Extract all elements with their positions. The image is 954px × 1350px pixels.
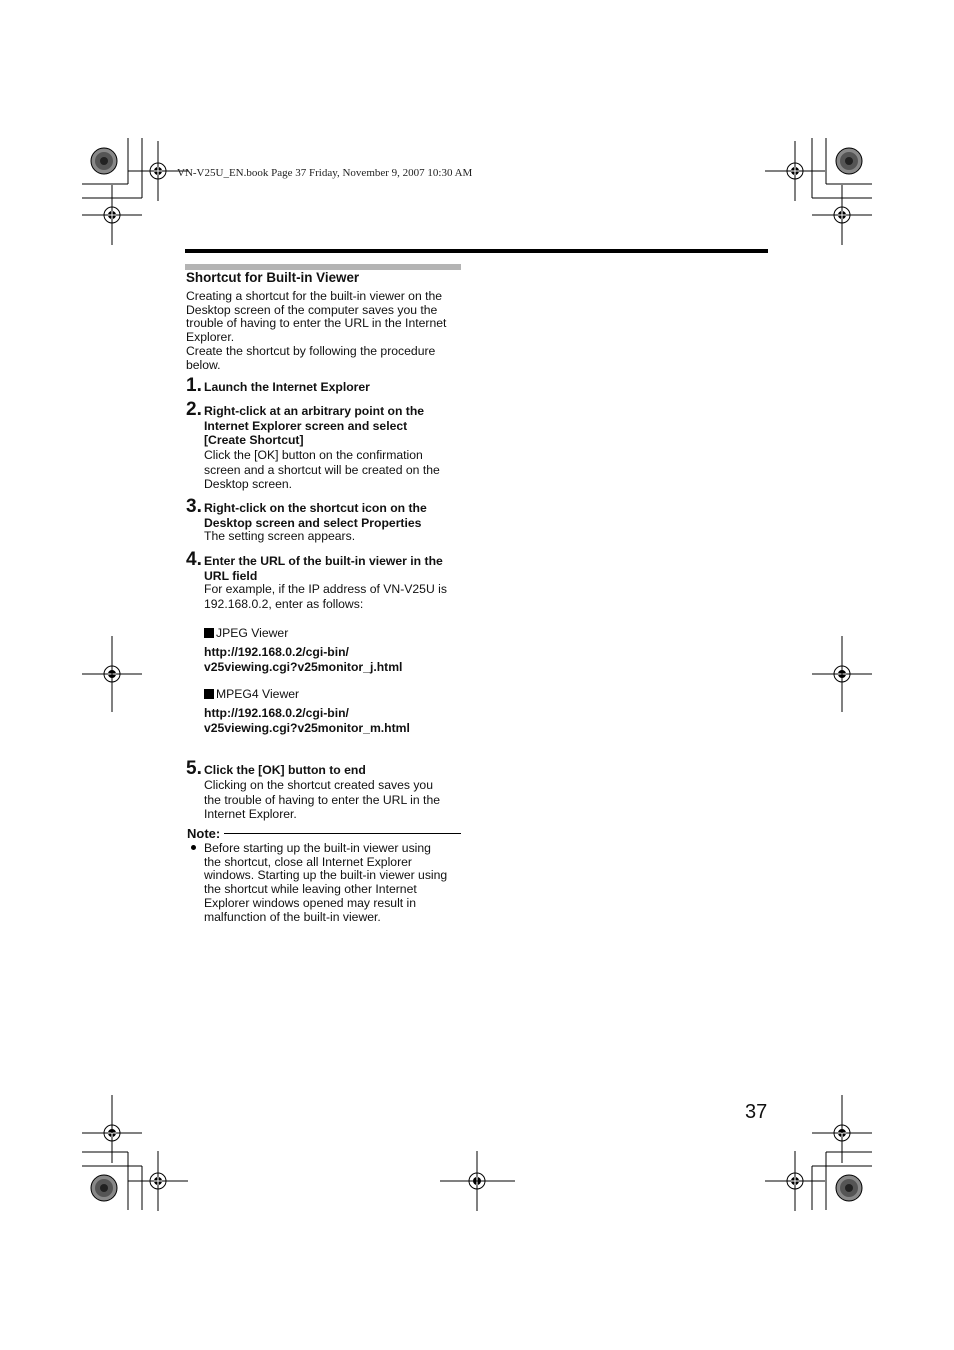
intro-line: Creating a shortcut for the built-in viewer on the [186, 289, 443, 303]
note-line: Explorer windows opened may result in [204, 895, 417, 910]
intro-line: trouble of having to enter the URL in the Internet [186, 316, 447, 331]
url-line: http://192.168.0.2/cgi-bin/ [204, 706, 349, 720]
intro-paragraph [186, 290, 466, 372]
step-heading-line: Click the [OK] button to end [204, 763, 366, 777]
step-heading-line: Desktop screen and select Properties [204, 515, 422, 530]
step-heading-line: Right-click on the shortcut icon on the [204, 501, 427, 515]
url-line: v25viewing.cgi?v25monitor_j.html [204, 659, 403, 674]
square-bullet-icon [204, 628, 214, 638]
step-number: 5. [186, 758, 202, 779]
step-heading-line: Right-click at an arbitrary point on the [204, 404, 425, 418]
step-number: 1. [186, 375, 202, 396]
step-body [204, 778, 464, 822]
step-body-line: Desktop screen. [204, 477, 293, 492]
viewer-label-jpeg [204, 626, 464, 641]
bullet-icon [191, 845, 196, 850]
step-heading [204, 554, 464, 583]
viewer-label: JPEG Viewer [216, 626, 289, 640]
step-heading-line: Internet Explorer screen and select [204, 418, 408, 433]
note-line: malfunction of the built-in viewer. [204, 909, 381, 924]
viewer-label: MPEG4 Viewer [216, 687, 300, 701]
square-bullet-icon [204, 689, 214, 699]
url-line: http://192.168.0.2/cgi-bin/ [204, 645, 349, 659]
step-heading-line: Launch the Internet Explorer [204, 380, 370, 394]
book-header-info: VN-V25U_EN.book Page 37 Friday, November 9, 2007 10:30 AM [177, 167, 473, 179]
step-heading-line: [Create Shortcut] [204, 433, 304, 448]
viewer-url-mpeg4 [204, 706, 464, 735]
intro-line: Explorer. [186, 330, 235, 345]
step-body-line: The setting screen appears. [204, 529, 356, 543]
step-body [204, 448, 464, 492]
viewer-url-jpeg [204, 645, 464, 674]
step-heading [204, 763, 464, 778]
note-line: windows. Starting up the built-in viewer using [204, 868, 448, 883]
url-line: v25viewing.cgi?v25monitor_m.html [204, 720, 410, 735]
top-rule [185, 249, 768, 253]
note-line: the shortcut, close all Internet Explorer [204, 854, 412, 869]
step-body-line: Internet Explorer. [204, 807, 297, 822]
note-label: Note: [187, 826, 221, 841]
note-line: Before starting up the built-in viewer using [204, 841, 431, 855]
note-text [204, 842, 466, 924]
intro-line: below. [186, 357, 221, 372]
note-line: the shortcut while leaving other Internet [204, 882, 417, 897]
step-heading [204, 380, 464, 395]
intro-line: Desktop screen of the computer saves you the [186, 302, 438, 317]
section-title: Shortcut for Built-in Viewer [186, 270, 360, 285]
step-heading-line: Enter the URL of the built-in viewer in the [204, 554, 443, 568]
intro-line: Create the shortcut by following the procedure [186, 343, 436, 358]
page-number: 37 [745, 1101, 768, 1123]
step-body-line: screen and a shortcut will be created on the [204, 462, 440, 477]
step-number: 4. [186, 549, 202, 570]
step-body [204, 529, 464, 544]
step-heading-line: URL field [204, 568, 258, 583]
step-body-line: For example, if the IP address of VN-V25U is [204, 582, 447, 596]
viewer-label-mpeg4 [204, 687, 464, 702]
step-body-line: 192.168.0.2, enter as follows: [204, 596, 364, 611]
step-number: 2. [186, 399, 202, 420]
step-body-line: the trouble of having to enter the URL in the [204, 792, 441, 807]
step-body-line: Clicking on the shortcut created saves you [204, 778, 433, 792]
step-number: 3. [186, 496, 202, 517]
step-body [204, 582, 464, 611]
note-rule [224, 833, 461, 834]
step-body-line: Click the [OK] button on the confirmation [204, 448, 423, 462]
step-heading [204, 501, 464, 530]
step-heading [204, 404, 464, 448]
